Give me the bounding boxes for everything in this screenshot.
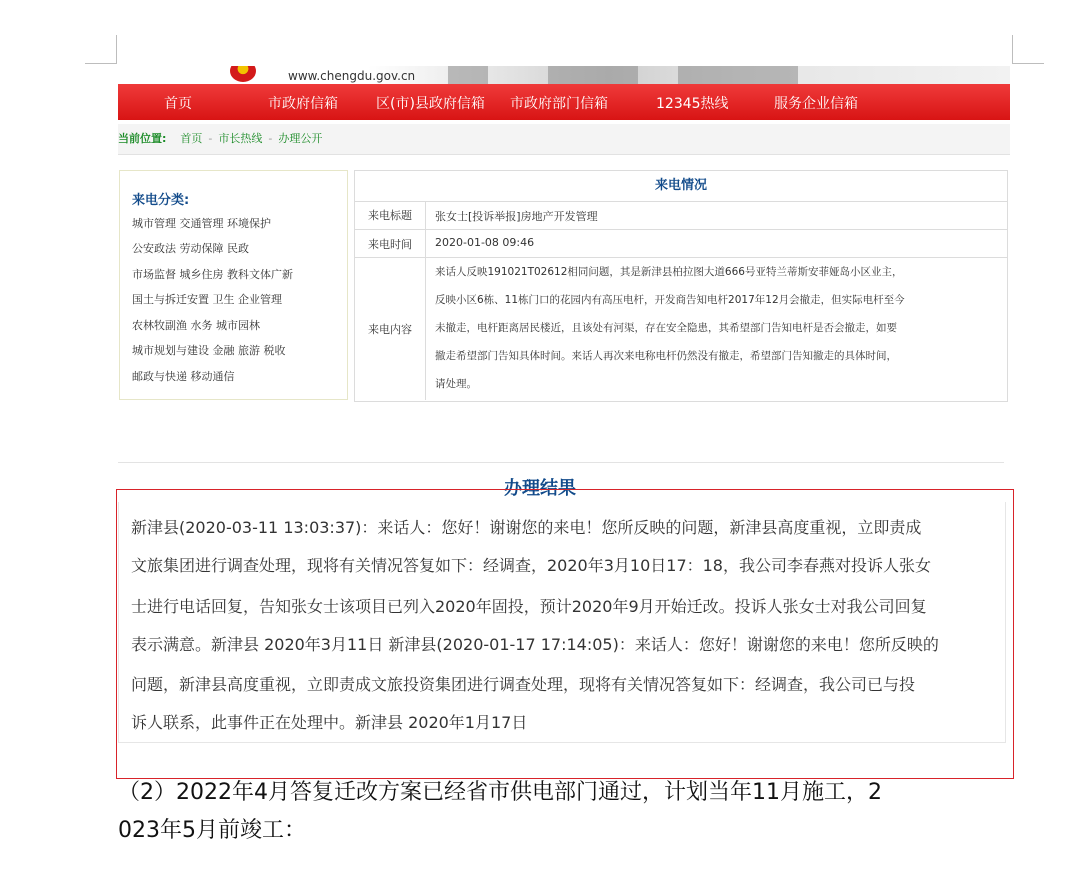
skyline-image [678,66,798,84]
result-line: 士进行电话回复，告知张女士该项目已列入2020年固投，预计2020年9月开始迁改。投诉人张女士对我公司回复 [131,597,927,616]
nav-district-mailbox[interactable]: 区(市)县政府信箱 [376,96,485,112]
call-content-label: 来电内容 [355,258,426,400]
nav-hotline[interactable]: 12345热线 [656,96,729,112]
breadcrumb [118,124,1010,155]
call-time-value: 2020-01-08 09:46 [435,236,535,249]
nav-enterprise-mailbox[interactable]: 服务企业信箱 [774,96,858,112]
body-paragraph-line: 023年5月前竣工： [118,818,306,843]
result-heading: 办理结果 [504,478,576,499]
result-line: 新津县(2020-03-11 13:03:37)：来话人：您好！谢谢您的来电！您所反映的问题，新津县高度重视，立即责成 [131,518,922,537]
call-title-row [355,201,1007,230]
call-content-line: 撤走希望部门告知具体时间。来话人再次来电称电杆仍然没有撤走，希望部门告知撤走的具体时间， [435,350,897,362]
breadcrumb-home[interactable]: 首页 [180,132,203,145]
main-nav [118,84,1010,120]
breadcrumb-hotline[interactable]: 市长热线 [218,132,263,145]
skyline-image [548,66,638,84]
category-line[interactable]: 城市管理 交通管理 环境保护 [132,217,271,230]
body-paragraph-line: （2）2022年4月答复迁改方案已经省市供电部门通过，计划当年11月施工，2 [118,780,882,805]
emblem-icon [230,66,256,82]
call-content-line: 未撤走，电杆距离居民楼近，且该处有河渠，存在安全隐患，其希望部门告知电杆是否会撤走，如要 [435,322,897,334]
call-time-row [355,230,1007,258]
breadcrumb-current[interactable]: 办理公开 [278,132,323,145]
call-title-value: 张女士[投诉举报]房地产开发管理 [435,210,598,223]
category-line[interactable]: 邮政与快递 移动通信 [132,370,235,383]
nav-department-mailbox[interactable]: 市政府部门信箱 [510,96,608,112]
corner-mark [85,63,117,64]
site-url: www.chengdu.gov.cn [288,69,416,83]
nav-city-mailbox[interactable]: 市政府信箱 [268,96,338,112]
result-line: 文旅集团进行调查处理，现将有关情况答复如下：经调查，2020年3月10日17：18，我公司李春燕对投诉人张女 [131,556,931,575]
nav-home[interactable]: 首页 [164,96,192,112]
call-title-label: 来电标题 [355,201,426,229]
call-content-line: 反映小区6栋、11栋门口的花园内有高压电杆，开发商告知电杆2017年12月会撤走，但实际电杆至今 [435,294,905,306]
category-line[interactable]: 国土与拆迁安置 卫生 企业管理 [132,293,282,306]
call-content-line: 请处理。 [435,378,477,390]
breadcrumb-separator: - [268,132,273,145]
breadcrumb-label: 当前位置: [118,132,167,145]
result-divider [118,462,1004,463]
category-line[interactable]: 公安政法 劳动保障 民政 [132,242,249,255]
call-time-label: 来电时间 [355,230,426,257]
skyline-image [448,66,488,84]
corner-mark [116,35,117,64]
category-title: 来电分类: [132,193,190,208]
call-content-row [355,258,1007,400]
site-banner [118,66,1010,84]
call-content-line: 来话人反映191021T02612相同问题，其是新津县柏拉图大道666号亚特兰蒂斯安菲娅岛小区业主， [435,266,903,278]
category-panel [119,170,348,400]
category-line[interactable]: 市场监督 城乡住房 教科文体广新 [132,268,293,281]
result-line: 诉人联系，此事件正在处理中。新津县 2020年1月17日 [131,713,528,732]
category-line[interactable]: 城市规划与建设 金融 旅游 税收 [132,344,286,357]
call-info-heading: 来电情况 [355,171,1007,202]
corner-mark [1012,35,1013,64]
result-line: 表示满意。新津县 2020年3月11日 新津县(2020-01-17 17:14:05)：来话人：您好！谢谢您的来电！您所反映的 [131,635,939,654]
corner-mark [1012,63,1044,64]
breadcrumb-separator: - [208,132,213,145]
category-line[interactable]: 农林牧副渔 水务 城市园林 [132,319,260,332]
call-info-table [354,170,1008,402]
result-line: 问题，新津县高度重视，立即责成文旅投资集团进行调查处理，现将有关情况答复如下：经调查，我公司已与投 [131,675,916,694]
